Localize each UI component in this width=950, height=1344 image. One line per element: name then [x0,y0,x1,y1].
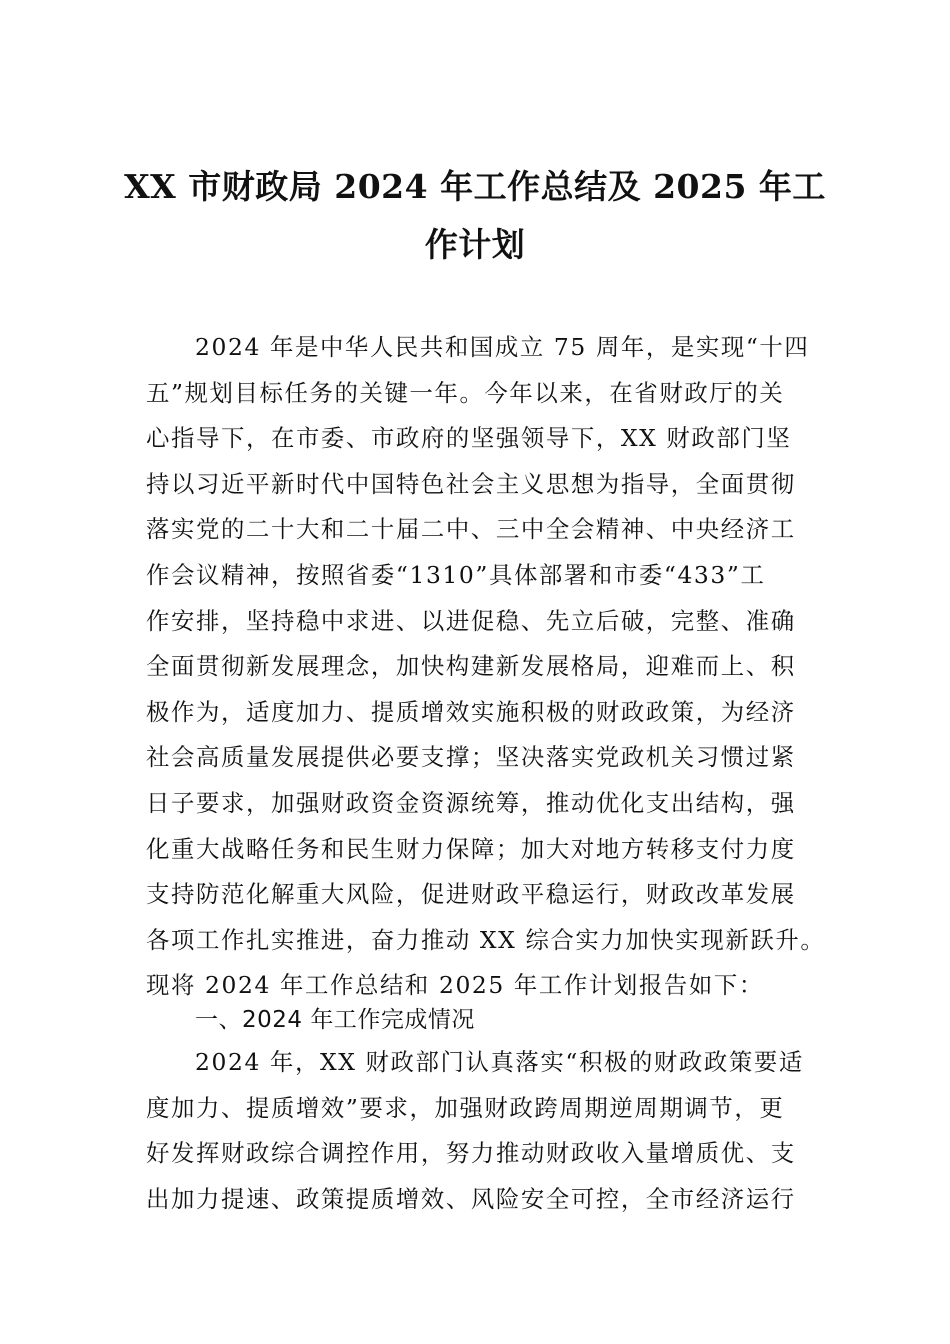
document-title [120,158,830,274]
text-line: 作会议精神，按照省委“1310”具体部署和市委“433”工 [146,560,766,589]
text-line: 持以习近平新时代中国特色社会主义思想为指导，全面贯彻 [146,469,796,498]
text-line: 支持防范化解重大风险，促进财政平稳运行，财政改革发展 [146,880,796,909]
section-paragraph [146,1040,816,1222]
text-line: 作安排，坚持稳中求进、以进促稳、先立后破，完整、准确 [146,606,796,635]
intro-paragraph [146,325,826,1009]
text-line: 心指导下，在市委、市政府的坚强领导下，XX 财政部门坚 [146,424,792,453]
text-line: 化重大战略任务和民生财力保障；加大对地方转移支付力度 [146,834,796,863]
text-line: 出加力提速、政策提质增效、风险安全可控，全市经济运行 [146,1184,796,1213]
title-line: XX 市财政局 2024 年工作总结及 2025 年工 [124,167,826,206]
text-line: 五”规划目标任务的关键一年。今年以来，在省财政厅的关 [146,378,785,407]
text-line: 好发挥财政综合调控作用，努力推动财政收入量增质优、支 [146,1139,796,1168]
text-line: 社会高质量发展提供必要支撑；坚决落实党政机关习惯过紧 [146,743,796,772]
text-line: 2024 年，XX 财政部门认真落实“积极的财政政策要适 [195,1048,804,1076]
text-line: 日子要求，加强财政资金资源统筹，推动优化支出结构，强 [146,788,796,817]
text-line: 现将 2024 年工作总结和 2025 年工作计划报告如下： [146,971,764,1000]
section-heading: 一、2024 年工作完成情况 [195,1007,475,1033]
text-line: 极作为，适度加力、提质增效实施积极的财政政策，为经济 [146,697,796,726]
text-line: 各项工作扎实推进，奋力推动 XX 综合实力加快实现新跃升。 [146,925,826,954]
title-line: 作计划 [424,225,526,264]
text-line: 2024 年是中华人民共和国成立 75 周年，是实现“十四 [195,333,810,361]
text-line: 全面贯彻新发展理念，加快构建新发展格局，迎难而上、积 [146,652,796,681]
text-line: 落实党的二十大和二十届二中、三中全会精神、中央经济工 [146,515,796,544]
text-line: 度加力、提质增效”要求，加强财政跨周期逆周期调节，更 [146,1093,785,1122]
